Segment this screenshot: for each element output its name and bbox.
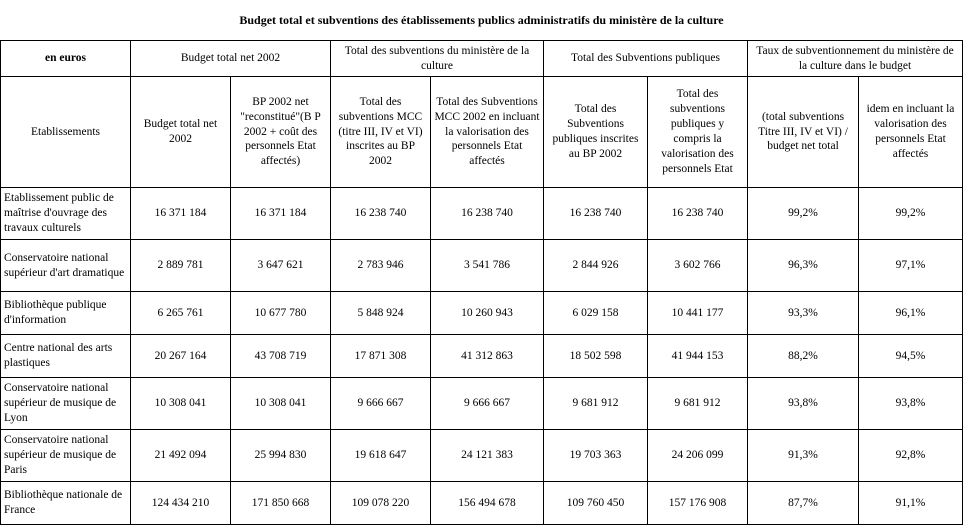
table-title: Budget total et subventions des établissements publics administratifs du ministère de la culture: [239, 13, 724, 27]
table-cell: 20 267 164: [131, 335, 231, 378]
table-cell: 171 850 668: [231, 482, 331, 525]
table-cell: 109 078 220: [331, 482, 431, 525]
group-header-subsidy-rate: Taux de subventionnement du ministère de la culture dans le budget: [748, 41, 963, 77]
table-cell: 17 871 308: [331, 335, 431, 378]
table-cell: 157 176 908: [648, 482, 748, 525]
establishment-name: Conservatoire national supérieur de musique de Lyon: [1, 378, 131, 430]
column-header: Total des Subventions publiques inscrites au BP 2002: [544, 77, 648, 188]
table-cell: 19 703 363: [544, 430, 648, 482]
column-header: Total des subventions publiques y compris la valorisation des personnels Etat: [648, 77, 748, 188]
table-cell: 96,1%: [859, 292, 963, 335]
table-cell: 93,3%: [748, 292, 859, 335]
table-cell: 25 994 830: [231, 430, 331, 482]
table-cell: 94,5%: [859, 335, 963, 378]
table-cell: 92,8%: [859, 430, 963, 482]
table-cell: 93,8%: [859, 378, 963, 430]
table-cell: 9 681 912: [648, 378, 748, 430]
table-cell: 3 647 621: [231, 240, 331, 292]
table-cell: 3 602 766: [648, 240, 748, 292]
table-cell: 10 677 780: [231, 292, 331, 335]
establishment-name: Bibliothèque nationale de France: [1, 482, 131, 525]
table-cell: 2 783 946: [331, 240, 431, 292]
budget-table: [0, 40, 963, 525]
table-row: [1, 335, 963, 378]
table-cell: 9 681 912: [544, 378, 648, 430]
establishment-name: Etablissement public de maîtrise d'ouvrage des travaux culturels: [1, 188, 131, 240]
table-cell: 87,7%: [748, 482, 859, 525]
table-cell: 2 889 781: [131, 240, 231, 292]
table-cell: 16 371 184: [131, 188, 231, 240]
establishment-name: Bibliothèque publique d'information: [1, 292, 131, 335]
establishment-name: Centre national des arts plastiques: [1, 335, 131, 378]
table-cell: 16 238 740: [331, 188, 431, 240]
column-header: Total des subventions MCC (titre III, IV et VI) inscrites au BP 2002: [331, 77, 431, 188]
group-header-public-subsidies: Total des Subventions publiques: [544, 41, 748, 77]
establishment-name: Conservatoire national supérieur d'art dramatique: [1, 240, 131, 292]
table-cell: 16 238 740: [544, 188, 648, 240]
table-row: [1, 188, 963, 240]
table-cell: 6 265 761: [131, 292, 231, 335]
column-header: Budget total net 2002: [131, 77, 231, 188]
table-cell: 96,3%: [748, 240, 859, 292]
table-cell: 99,2%: [748, 188, 859, 240]
table-cell: 3 541 786: [431, 240, 544, 292]
column-header: Total des Subventions MCC 2002 en incluant la valorisation des personnels Etat affectés: [431, 77, 544, 188]
header-row-groups: [1, 41, 963, 77]
table-cell: 21 492 094: [131, 430, 231, 482]
table-cell: 91,1%: [859, 482, 963, 525]
table-cell: 16 371 184: [231, 188, 331, 240]
unit-label: en euros: [1, 41, 131, 77]
table-cell: 10 260 943: [431, 292, 544, 335]
table-cell: 6 029 158: [544, 292, 648, 335]
table-cell: 41 944 153: [648, 335, 748, 378]
table-cell: 93,8%: [748, 378, 859, 430]
table-cell: 97,1%: [859, 240, 963, 292]
table-cell: 2 844 926: [544, 240, 648, 292]
table-row: [1, 292, 963, 335]
table-cell: 24 121 383: [431, 430, 544, 482]
table-cell: 16 238 740: [648, 188, 748, 240]
table-cell: 91,3%: [748, 430, 859, 482]
group-header-mcc-subsidies: Total des subventions du ministère de la culture: [331, 41, 544, 77]
table-row: [1, 378, 963, 430]
table-cell: 5 848 924: [331, 292, 431, 335]
table-cell: 41 312 863: [431, 335, 544, 378]
row-label-header: Etablissements: [1, 77, 131, 188]
table-row: [1, 430, 963, 482]
table-row: [1, 482, 963, 525]
table-cell: 88,2%: [748, 335, 859, 378]
table-cell: 10 308 041: [231, 378, 331, 430]
table-cell: 10 441 177: [648, 292, 748, 335]
table-cell: 24 206 099: [648, 430, 748, 482]
table-cell: 18 502 598: [544, 335, 648, 378]
table-cell: 124 434 210: [131, 482, 231, 525]
table-cell: 9 666 667: [431, 378, 544, 430]
column-header: idem en incluant la valorisation des personnels Etat affectés: [859, 77, 963, 188]
group-header-budget: Budget total net 2002: [131, 41, 331, 77]
table-cell: 99,2%: [859, 188, 963, 240]
column-header: BP 2002 net "reconstitué"(B P 2002 + coût des personnels Etat affectés): [231, 77, 331, 188]
column-header: (total subventions Titre III, IV et VI) / budget net total: [748, 77, 859, 188]
table-cell: 43 708 719: [231, 335, 331, 378]
table-cell: 10 308 041: [131, 378, 231, 430]
table-cell: 16 238 740: [431, 188, 544, 240]
header-row-columns: [1, 77, 963, 188]
table-row: [1, 240, 963, 292]
table-cell: 19 618 647: [331, 430, 431, 482]
table-cell: 9 666 667: [331, 378, 431, 430]
establishment-name: Conservatoire national supérieur de musique de Paris: [1, 430, 131, 482]
table-cell: 109 760 450: [544, 482, 648, 525]
table-cell: 156 494 678: [431, 482, 544, 525]
